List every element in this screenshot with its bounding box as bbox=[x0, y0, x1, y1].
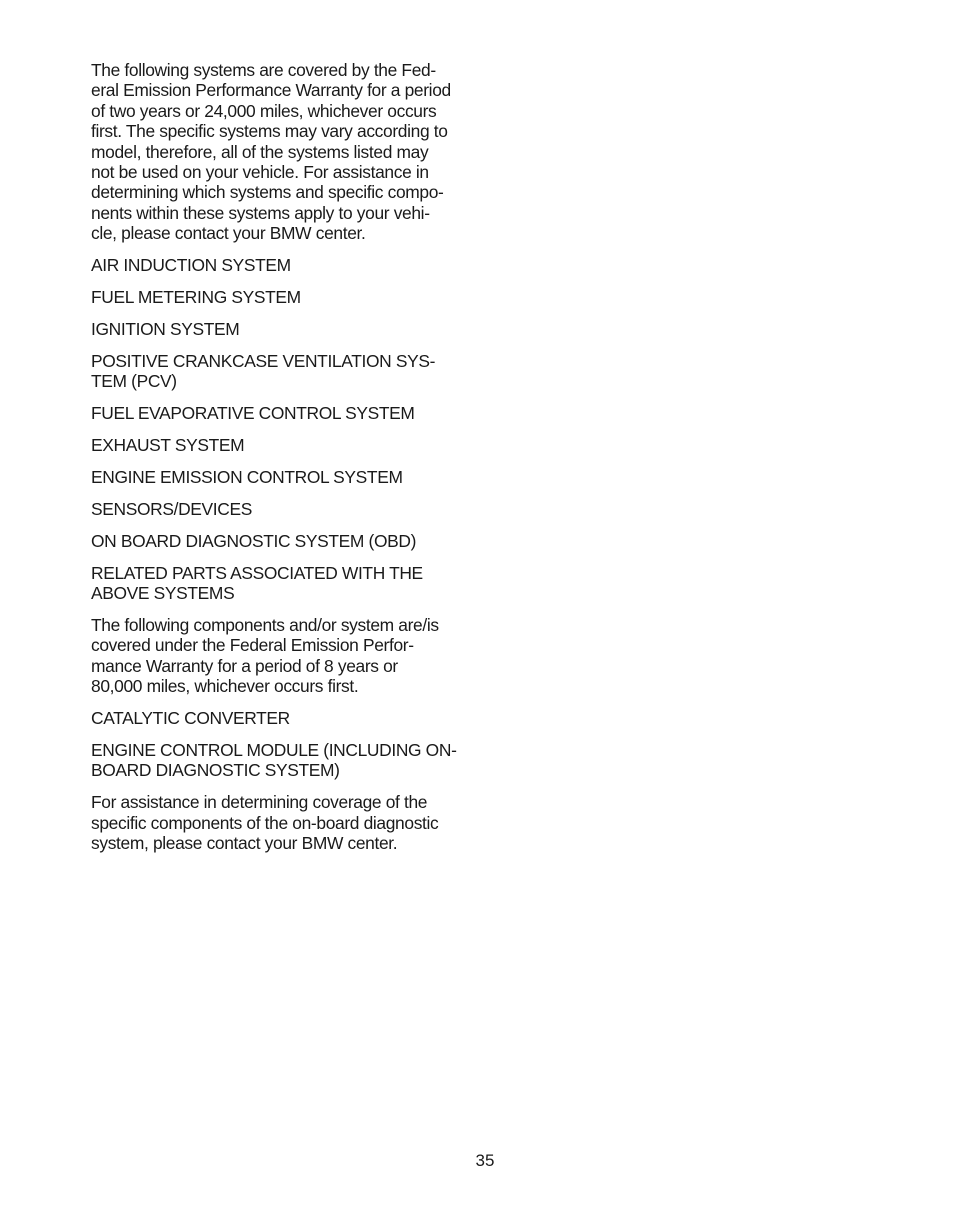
document-body bbox=[91, 60, 471, 865]
intro-line: first. The specific systems may vary according to bbox=[91, 121, 448, 142]
system-item-related-parts bbox=[91, 563, 471, 604]
component-item-catalytic-converter bbox=[91, 708, 471, 728]
system-item-label: ON BOARD DIAGNOSTIC SYSTEM (OBD) bbox=[91, 530, 417, 551]
system-item-fuel-evaporative bbox=[91, 403, 471, 423]
intro-line: nents within these systems apply to your vehi- bbox=[91, 202, 430, 223]
closing-paragraph bbox=[91, 792, 471, 853]
component-item-label: CATALYTIC CONVERTER bbox=[91, 708, 290, 729]
system-item-fuel-metering bbox=[91, 287, 471, 307]
system-item-label: POSITIVE CRANKCASE VENTILATION SYS- bbox=[91, 350, 436, 371]
components-intro-line: mance Warranty for a period of 8 years or bbox=[91, 655, 398, 676]
system-item-label: RELATED PARTS ASSOCIATED WITH THE bbox=[91, 562, 423, 583]
system-item-label: FUEL EVAPORATIVE CONTROL SYSTEM bbox=[91, 403, 415, 424]
component-item-engine-control-module bbox=[91, 740, 471, 781]
closing-line: For assistance in determining coverage of the bbox=[91, 792, 428, 813]
page-number: 35 bbox=[475, 1151, 495, 1170]
system-item-exhaust bbox=[91, 435, 471, 455]
system-item-label: ABOVE SYSTEMS bbox=[91, 583, 235, 604]
system-item-ignition bbox=[91, 319, 471, 339]
system-item-label: SENSORS/DEVICES bbox=[91, 498, 252, 519]
component-item-label: ENGINE CONTROL MODULE (INCLUDING ON- bbox=[91, 740, 457, 761]
system-item-label: IGNITION SYSTEM bbox=[91, 318, 240, 339]
intro-line: cle, please contact your BMW center. bbox=[91, 223, 366, 244]
closing-line: specific components of the on-board diagnostic bbox=[91, 812, 439, 833]
intro-line: eral Emission Performance Warranty for a period bbox=[91, 80, 451, 101]
intro-line: model, therefore, all of the systems listed may bbox=[91, 141, 429, 162]
system-item-obd bbox=[91, 531, 471, 551]
system-item-label: EXHAUST SYSTEM bbox=[91, 435, 245, 456]
closing-line: system, please contact your BMW center. bbox=[91, 833, 398, 854]
system-item-pcv bbox=[91, 351, 471, 392]
intro-line: determining which systems and specific compo- bbox=[91, 182, 444, 203]
system-item-air-induction bbox=[91, 255, 471, 275]
intro-line: of two years or 24,000 miles, whichever occurs bbox=[91, 100, 437, 121]
system-item-engine-emission bbox=[91, 467, 471, 487]
components-intro-paragraph bbox=[91, 615, 471, 697]
system-item-label: TEM (PCV) bbox=[91, 371, 177, 392]
component-item-label: BOARD DIAGNOSTIC SYSTEM) bbox=[91, 760, 340, 781]
system-item-sensors bbox=[91, 499, 471, 519]
system-item-label: FUEL METERING SYSTEM bbox=[91, 287, 301, 308]
components-intro-line: The following components and/or system are/is bbox=[91, 615, 439, 636]
system-item-label: ENGINE EMISSION CONTROL SYSTEM bbox=[91, 467, 403, 487]
intro-line: not be used on your vehicle. For assistance in bbox=[91, 162, 429, 183]
intro-line: The following systems are covered by the Fed- bbox=[91, 60, 436, 80]
components-intro-line: 80,000 miles, whichever occurs first. bbox=[91, 676, 359, 697]
system-item-label: AIR INDUCTION SYSTEM bbox=[91, 255, 291, 276]
components-intro-line: covered under the Federal Emission Perfor- bbox=[91, 635, 414, 656]
intro-paragraph bbox=[91, 60, 471, 244]
